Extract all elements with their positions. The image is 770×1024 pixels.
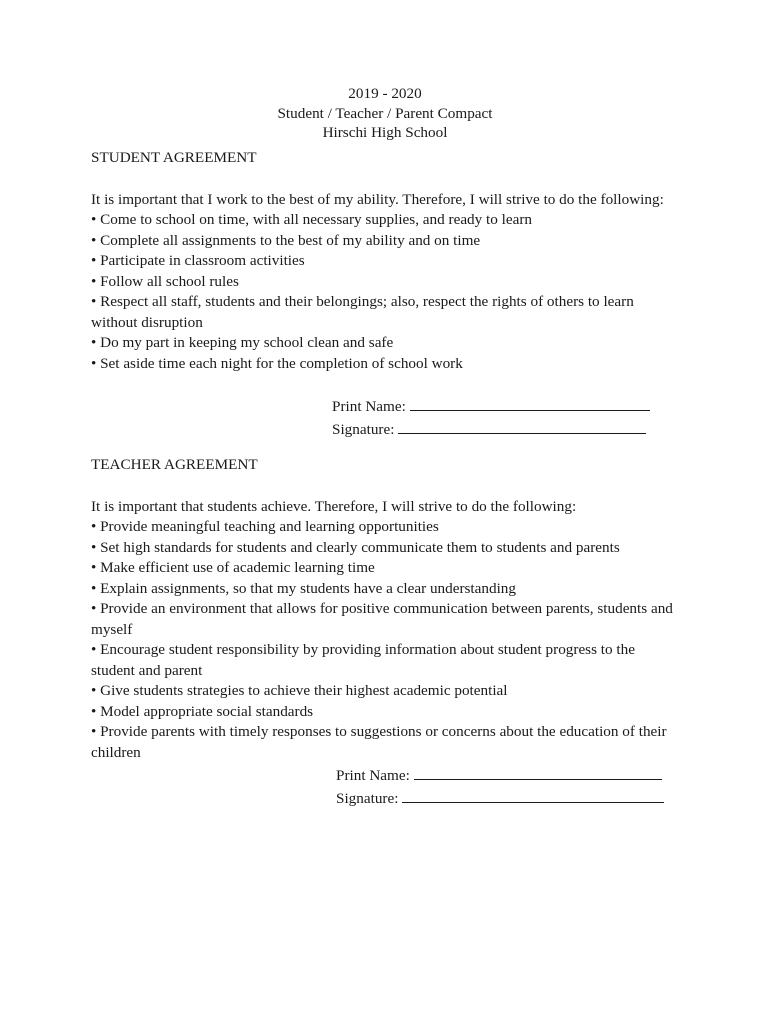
list-item: • Participate in classroom activities [91,252,305,269]
student-signature-row [332,418,650,441]
list-item: • Make efficient use of academic learning time [91,559,375,576]
list-item: • Set aside time each night for the completion of school work [91,354,463,372]
teacher-signature-row [336,787,664,810]
school-name: Hirschi High School [322,124,448,141]
signature-label: Signature: [332,420,395,438]
list-item: • Come to school on time, with all necessary supplies, and ready to learn [91,211,533,228]
list-item: • Set high standards for students and clearly communicate them to students and parents [91,538,620,556]
list-item: • Provide parents with timely responses to suggestions or concerns about the education of their children [91,723,667,761]
list-item: • Provide an environment that allows for positive communication between parents, students and myself [91,600,673,638]
teacher-agreement-intro: It is important that students achieve. Therefore, I will strive to do the following: [91,497,577,515]
print-name-label: Print Name: [336,767,410,784]
student-print-name-row [332,395,650,418]
signature-field[interactable] [398,418,646,434]
signature-field[interactable] [402,787,664,803]
list-item: • Give students strategies to achieve their highest academic potential [91,682,508,699]
student-agreement-intro: It is important that I work to the best of my ability. Therefore, I will strive to do the following: [91,190,664,208]
student-agreement-list [91,210,691,374]
teacher-agreement-list [91,517,691,763]
signature-label: Signature: [336,789,399,807]
teacher-agreement-heading: TEACHER AGREEMENT [91,456,258,473]
list-item: • Do my part in keeping my school clean and safe [91,334,394,351]
list-item: • Explain assignments, so that my students have a clear understanding [91,579,516,597]
teacher-signature-block [336,764,664,809]
list-item: • Model appropriate social standards [91,702,314,720]
list-item: • Complete all assignments to the best of my ability and on time [91,231,481,249]
teacher-print-name-row [336,764,664,787]
student-agreement-heading: STUDENT AGREEMENT [91,149,257,166]
document-title: Student / Teacher / Parent Compact [277,104,493,122]
print-name-field[interactable] [410,395,650,411]
document-header [0,84,770,143]
list-item: • Follow all school rules [91,272,239,290]
teacher-agreement-section [91,455,691,763]
list-item: • Provide meaningful teaching and learning opportunities [91,518,439,535]
print-name-label: Print Name: [332,398,406,415]
print-name-field[interactable] [414,764,662,780]
school-year: 2019 - 2020 [348,85,422,102]
list-item: • Encourage student responsibility by providing information about student progress to the student and parent [91,641,635,679]
student-signature-block [332,395,650,440]
student-agreement-section [91,148,691,374]
list-item: • Respect all staff, students and their belongings; also, respect the rights of others to learn without disruption [91,293,634,331]
